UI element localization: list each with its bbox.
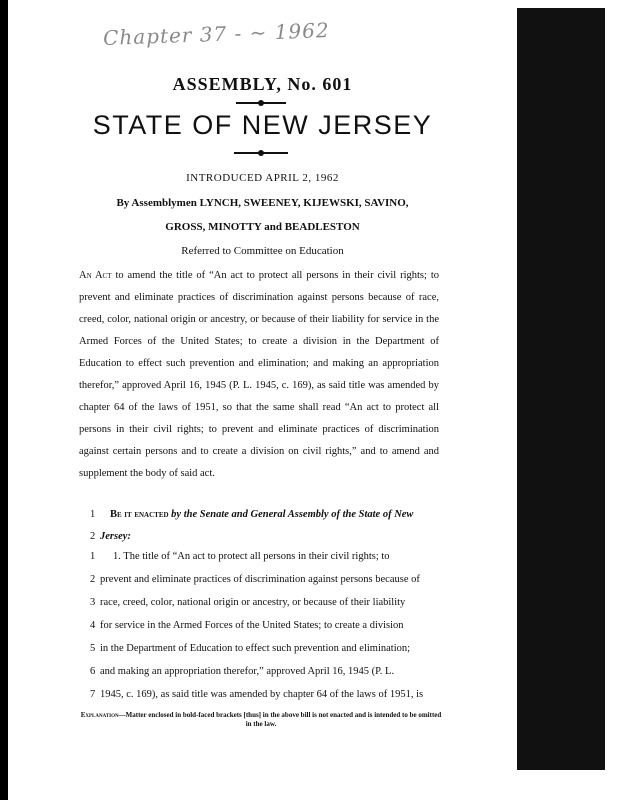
line-number: 6 (90, 666, 96, 677)
line-number: 2 (90, 574, 96, 585)
line-number: 2 (90, 531, 96, 542)
section-line: 1945, c. 169), as said title was amended by chapter 64 of the laws of 1951, is (100, 689, 424, 700)
scan-edge-left (0, 0, 8, 800)
line-number: 4 (90, 620, 96, 631)
explanation-label: Explanation (80, 711, 119, 719)
handwritten-note: Chapter 37 - ~ 1962 (102, 18, 330, 50)
line-number: 5 (90, 643, 96, 654)
section-line: prevent and eliminate practices of discrimination against persons because of (100, 574, 420, 585)
enacting-text: by the Senate and General Assembly of the State of New (171, 509, 414, 520)
section-line: in the Department of Education to effect such prevention and elimination; (100, 643, 411, 654)
assembly-number: ASSEMBLY, No. 601 (172, 74, 353, 94)
explanation-footnote (78, 711, 444, 729)
document-page (8, 0, 517, 800)
line-number: 3 (90, 597, 96, 608)
committee-referral: Referred to Committee on Education (181, 245, 344, 257)
line-number: 1 (90, 551, 96, 562)
section-line: and making an appropriation therefor,” approved April 16, 1945 (P. L. (100, 666, 395, 677)
enacting-clause (110, 509, 413, 520)
section-line: 1. The title of “An act to protect all persons in their civil rights; to (113, 551, 390, 562)
divider-rule (234, 152, 288, 154)
line-number: 7 (90, 689, 96, 700)
state-title: STATE OF NEW JERSEY (92, 110, 433, 140)
enacting-clause-end: Jersey: (100, 531, 131, 542)
act-text: to amend the title of “An act to protect all persons in their civil rights; to prevent and eliminate practices of discrimination against persons because of race, creed, color, national origin or ancestry, or because of their liability for service in the Armed Forces of the United States; to create a division in the Department of Education to effect such prevention and elimination; and making an appropriation therefor,” approved April 16, 1945 (P. L. 1945, c. 169), as said title was amended by chapter 64 of the laws of 1951, so that the same shall read “An act to protect all persons in their civil rights; to prevent and eliminate practices of discrimination against certain persons and to create a division on civil rights,” and to amend and supplement the body of said act. (79, 270, 439, 479)
section-line: race, creed, color, national origin or ancestry, or because of their liability (100, 597, 406, 608)
act-title-paragraph (79, 265, 439, 485)
act-lead: An Act (79, 270, 112, 281)
line-number: 1 (90, 509, 96, 520)
introduced-date: INTRODUCED APRIL 2, 1962 (186, 172, 339, 184)
scan-edge-right (517, 8, 605, 770)
enacting-lead: Be it enacted (110, 509, 169, 520)
sponsors-line: GROSS, MINOTTY and BEADLESTON (165, 221, 360, 233)
sponsors-line: By Assemblymen LYNCH, SWEENEY, KIJEWSKI, SAVINO, (116, 197, 409, 209)
explanation-text: —Matter enclosed in bold-faced brackets [thus] in the above bill is not enacted and is intended to be omitted in the law. (118, 711, 442, 728)
section-line: for service in the Armed Forces of the United States; to create a division (100, 620, 404, 631)
divider-rule (236, 102, 286, 104)
